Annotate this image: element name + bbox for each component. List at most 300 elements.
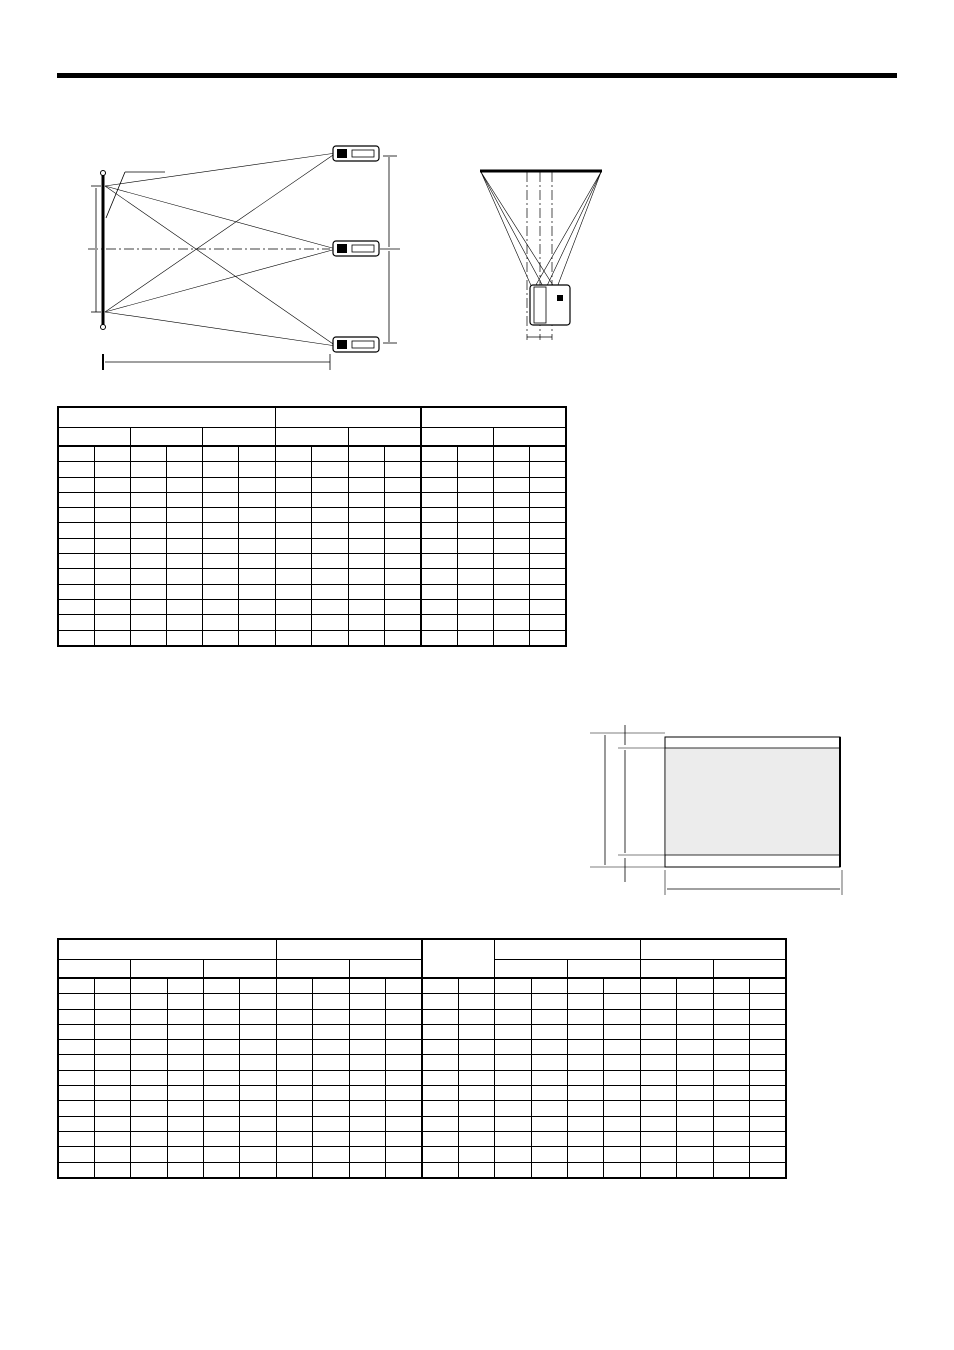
table-cell bbox=[276, 994, 312, 1009]
table-cell bbox=[94, 994, 130, 1009]
table-cell bbox=[495, 994, 531, 1009]
table-cell bbox=[386, 1024, 422, 1039]
table-row bbox=[58, 1009, 786, 1024]
table-cell bbox=[276, 630, 312, 646]
table-cell bbox=[567, 1131, 603, 1146]
table-cell bbox=[276, 492, 312, 507]
table-cell bbox=[167, 1147, 203, 1162]
table-cell bbox=[384, 523, 421, 538]
table-cell bbox=[384, 477, 421, 492]
table-cell bbox=[58, 1131, 94, 1146]
table-cell bbox=[130, 523, 166, 538]
table-2 bbox=[57, 938, 787, 1179]
table-cell bbox=[203, 446, 239, 462]
table-cell bbox=[749, 1101, 785, 1116]
table-cell bbox=[58, 1162, 94, 1178]
table-cell bbox=[386, 1116, 422, 1131]
table-cell bbox=[677, 1147, 713, 1162]
table-cell bbox=[384, 615, 421, 630]
table-cell bbox=[94, 1101, 130, 1116]
table-cell bbox=[348, 446, 384, 462]
table-cell bbox=[58, 569, 94, 584]
table-cell bbox=[94, 978, 130, 994]
table-cell bbox=[166, 554, 202, 569]
table-row bbox=[58, 994, 786, 1009]
table-cell bbox=[567, 994, 603, 1009]
table-cell bbox=[240, 1055, 276, 1070]
table-row bbox=[58, 446, 566, 462]
table-cell bbox=[58, 978, 94, 994]
table-cell bbox=[203, 599, 239, 614]
table-cell bbox=[458, 1055, 494, 1070]
table-cell bbox=[240, 1070, 276, 1085]
table-cell bbox=[166, 446, 202, 462]
table-cell bbox=[276, 599, 312, 614]
table-cell bbox=[458, 477, 494, 492]
table-cell bbox=[239, 492, 276, 507]
table-cell bbox=[167, 1162, 203, 1178]
top-view-diagram bbox=[475, 165, 610, 345]
table-cell bbox=[494, 615, 530, 630]
table-1-body bbox=[58, 446, 566, 646]
table-cell bbox=[530, 615, 566, 630]
table-cell bbox=[458, 508, 494, 523]
sub-header bbox=[276, 428, 348, 447]
table-cell bbox=[94, 462, 130, 477]
table-cell bbox=[349, 1086, 385, 1101]
table-cell bbox=[349, 1101, 385, 1116]
table-cell bbox=[458, 554, 494, 569]
table-cell bbox=[421, 523, 457, 538]
table-cell bbox=[276, 615, 312, 630]
group-header bbox=[640, 939, 786, 960]
table-cell bbox=[530, 508, 566, 523]
table-cell bbox=[640, 1024, 676, 1039]
group-header bbox=[58, 407, 276, 428]
table-cell bbox=[458, 538, 494, 553]
table-cell bbox=[495, 1040, 531, 1055]
table-cell bbox=[531, 978, 567, 994]
table-cell bbox=[349, 1131, 385, 1146]
table-cell bbox=[530, 462, 566, 477]
table-cell bbox=[422, 1116, 458, 1131]
table-cell bbox=[240, 1131, 276, 1146]
table-cell bbox=[239, 554, 276, 569]
sub-header bbox=[203, 428, 276, 447]
table-cell bbox=[312, 523, 348, 538]
table-cell bbox=[349, 1070, 385, 1085]
table-cell bbox=[313, 1162, 349, 1178]
table-cell bbox=[313, 994, 349, 1009]
table-cell bbox=[384, 569, 421, 584]
table-cell bbox=[276, 1101, 312, 1116]
table-cell bbox=[313, 1040, 349, 1055]
table-cell bbox=[421, 538, 457, 553]
table-cell bbox=[130, 477, 166, 492]
table-cell bbox=[276, 584, 312, 599]
table-cell bbox=[239, 446, 276, 462]
table-cell bbox=[167, 1101, 203, 1116]
table-cell bbox=[640, 1070, 676, 1085]
table-cell bbox=[94, 1040, 130, 1055]
table-cell bbox=[348, 599, 384, 614]
table-cell bbox=[713, 1040, 749, 1055]
group-header bbox=[58, 939, 276, 960]
table-cell bbox=[384, 446, 421, 462]
table-cell bbox=[239, 630, 276, 646]
table-cell bbox=[94, 1086, 130, 1101]
table-cell bbox=[276, 1147, 312, 1162]
table-cell bbox=[567, 978, 603, 994]
table-cell bbox=[58, 1101, 94, 1116]
table-cell bbox=[276, 1070, 312, 1085]
table-cell bbox=[166, 615, 202, 630]
table-cell bbox=[494, 492, 530, 507]
table-cell bbox=[677, 978, 713, 994]
sub-header bbox=[494, 428, 566, 447]
table-cell bbox=[422, 1040, 458, 1055]
table-cell bbox=[531, 1131, 567, 1146]
table-cell bbox=[276, 1131, 312, 1146]
sub-header bbox=[567, 960, 640, 979]
table-cell bbox=[494, 462, 530, 477]
table-cell bbox=[531, 1070, 567, 1085]
table-row bbox=[58, 1024, 786, 1039]
group-header bbox=[422, 939, 495, 978]
table-cell bbox=[94, 599, 130, 614]
table-cell bbox=[421, 599, 457, 614]
table-cell bbox=[58, 1009, 94, 1024]
table-cell bbox=[677, 994, 713, 1009]
table-cell bbox=[531, 1162, 567, 1178]
table-cell bbox=[604, 978, 640, 994]
table-cell bbox=[640, 994, 676, 1009]
table-cell bbox=[130, 538, 166, 553]
table-cell bbox=[458, 994, 494, 1009]
table-cell bbox=[495, 1131, 531, 1146]
table-cell bbox=[239, 523, 276, 538]
table-cell bbox=[458, 615, 494, 630]
table-cell bbox=[713, 994, 749, 1009]
table-cell bbox=[240, 1009, 276, 1024]
table-cell bbox=[276, 569, 312, 584]
table-cell bbox=[384, 508, 421, 523]
table-cell bbox=[530, 630, 566, 646]
table-cell bbox=[58, 538, 94, 553]
table-cell bbox=[204, 1024, 240, 1039]
table-row bbox=[58, 584, 566, 599]
table-cell bbox=[749, 978, 785, 994]
sub-header bbox=[421, 428, 493, 447]
table-cell bbox=[276, 1116, 312, 1131]
table-cell bbox=[567, 1162, 603, 1178]
table-cell bbox=[348, 569, 384, 584]
table-cell bbox=[713, 1101, 749, 1116]
table-cell bbox=[166, 599, 202, 614]
table-cell bbox=[348, 523, 384, 538]
table-cell bbox=[349, 1116, 385, 1131]
table-cell bbox=[495, 1162, 531, 1178]
table-cell bbox=[494, 569, 530, 584]
table-cell bbox=[167, 1086, 203, 1101]
table-cell bbox=[94, 492, 130, 507]
table-cell bbox=[677, 1055, 713, 1070]
table-cell bbox=[384, 554, 421, 569]
table-cell bbox=[94, 523, 130, 538]
table-cell bbox=[130, 554, 166, 569]
table-cell bbox=[313, 1024, 349, 1039]
table-cell bbox=[94, 477, 130, 492]
table-cell bbox=[567, 1116, 603, 1131]
table-cell bbox=[167, 994, 203, 1009]
table-cell bbox=[386, 978, 422, 994]
table-cell bbox=[131, 1086, 167, 1101]
table-cell bbox=[204, 1040, 240, 1055]
table-cell bbox=[239, 477, 276, 492]
sub-header bbox=[58, 960, 131, 979]
table-cell bbox=[130, 584, 166, 599]
table-cell bbox=[458, 1162, 494, 1178]
table-cell bbox=[749, 1009, 785, 1024]
table-cell bbox=[313, 1101, 349, 1116]
table-cell bbox=[495, 1009, 531, 1024]
table-cell bbox=[640, 978, 676, 994]
table-cell bbox=[348, 508, 384, 523]
table-cell bbox=[58, 523, 94, 538]
table-cell bbox=[240, 1147, 276, 1162]
table-cell bbox=[276, 477, 312, 492]
table-cell bbox=[384, 599, 421, 614]
table-cell bbox=[530, 599, 566, 614]
table-cell bbox=[312, 599, 348, 614]
table-row bbox=[58, 1116, 786, 1131]
table-cell bbox=[567, 1147, 603, 1162]
table-cell bbox=[384, 462, 421, 477]
table-cell bbox=[131, 1040, 167, 1055]
table-cell bbox=[130, 508, 166, 523]
table-cell bbox=[640, 1131, 676, 1146]
table-cell bbox=[204, 1162, 240, 1178]
table-cell bbox=[494, 554, 530, 569]
table-cell bbox=[604, 1009, 640, 1024]
table-cell bbox=[421, 554, 457, 569]
table-cell bbox=[421, 446, 457, 462]
table-cell bbox=[567, 1009, 603, 1024]
table-cell bbox=[495, 1086, 531, 1101]
table-cell bbox=[167, 1070, 203, 1085]
table-cell bbox=[203, 554, 239, 569]
table-header-row bbox=[58, 939, 786, 960]
table-cell bbox=[349, 1162, 385, 1178]
table-cell bbox=[531, 1009, 567, 1024]
table-cell bbox=[239, 508, 276, 523]
table-cell bbox=[494, 508, 530, 523]
table-cell bbox=[384, 492, 421, 507]
group-header bbox=[495, 939, 641, 960]
table-cell bbox=[386, 1101, 422, 1116]
table-cell bbox=[749, 1040, 785, 1055]
table-row bbox=[58, 1086, 786, 1101]
table-row bbox=[58, 554, 566, 569]
table-cell bbox=[313, 1070, 349, 1085]
table-cell bbox=[422, 1009, 458, 1024]
screen-area-diagram bbox=[585, 722, 845, 900]
table-cell bbox=[203, 569, 239, 584]
table-cell bbox=[494, 599, 530, 614]
table-cell bbox=[384, 630, 421, 646]
table-cell bbox=[240, 978, 276, 994]
table-cell bbox=[240, 1162, 276, 1178]
table-cell bbox=[422, 1131, 458, 1146]
table-cell bbox=[203, 477, 239, 492]
table-cell bbox=[131, 1116, 167, 1131]
table-cell bbox=[421, 492, 457, 507]
table-cell bbox=[458, 446, 494, 462]
table-cell bbox=[604, 1147, 640, 1162]
table-cell bbox=[312, 446, 348, 462]
sub-header bbox=[640, 960, 713, 979]
table-cell bbox=[276, 1009, 312, 1024]
table-cell bbox=[604, 1040, 640, 1055]
table-cell bbox=[204, 994, 240, 1009]
table-cell bbox=[130, 446, 166, 462]
table-cell bbox=[58, 615, 94, 630]
table-cell bbox=[749, 1116, 785, 1131]
table-cell bbox=[58, 508, 94, 523]
table-cell bbox=[58, 492, 94, 507]
table-cell bbox=[166, 462, 202, 477]
table-cell bbox=[130, 462, 166, 477]
table-cell bbox=[94, 615, 130, 630]
table-cell bbox=[239, 599, 276, 614]
table-cell bbox=[677, 1162, 713, 1178]
table-cell bbox=[204, 1070, 240, 1085]
table-cell bbox=[204, 1009, 240, 1024]
table-cell bbox=[422, 1086, 458, 1101]
table-cell bbox=[313, 1131, 349, 1146]
table-cell bbox=[167, 978, 203, 994]
table-cell bbox=[313, 1116, 349, 1131]
table-cell bbox=[640, 1101, 676, 1116]
table-cell bbox=[276, 1086, 312, 1101]
table-cell bbox=[421, 569, 457, 584]
table-cell bbox=[276, 1040, 312, 1055]
table-cell bbox=[458, 1024, 494, 1039]
table-cell bbox=[495, 1101, 531, 1116]
table-cell bbox=[494, 446, 530, 462]
table-cell bbox=[749, 1147, 785, 1162]
table-cell bbox=[422, 978, 458, 994]
table-cell bbox=[348, 554, 384, 569]
table-cell bbox=[312, 569, 348, 584]
table-row bbox=[58, 1055, 786, 1070]
table-cell bbox=[94, 1009, 130, 1024]
table-cell bbox=[495, 1147, 531, 1162]
table-cell bbox=[94, 1024, 130, 1039]
table-row bbox=[58, 1040, 786, 1055]
table-2-body bbox=[58, 978, 786, 1178]
table-row bbox=[58, 477, 566, 492]
group-header bbox=[276, 939, 422, 960]
table-cell bbox=[166, 538, 202, 553]
table-cell bbox=[530, 584, 566, 599]
table-cell bbox=[713, 1086, 749, 1101]
table-cell bbox=[458, 584, 494, 599]
table-cell bbox=[240, 1101, 276, 1116]
table-cell bbox=[458, 569, 494, 584]
table-cell bbox=[94, 1147, 130, 1162]
table-cell bbox=[204, 1131, 240, 1146]
table-cell bbox=[530, 554, 566, 569]
table-cell bbox=[422, 1055, 458, 1070]
table-cell bbox=[312, 462, 348, 477]
table-cell bbox=[640, 1009, 676, 1024]
table-cell bbox=[130, 615, 166, 630]
table-row bbox=[58, 599, 566, 614]
table-cell bbox=[94, 508, 130, 523]
sub-header bbox=[713, 960, 786, 979]
table-cell bbox=[458, 1131, 494, 1146]
sub-header bbox=[204, 960, 277, 979]
table-cell bbox=[94, 1116, 130, 1131]
table-row bbox=[58, 1162, 786, 1178]
table-cell bbox=[567, 1055, 603, 1070]
table-cell bbox=[58, 1086, 94, 1101]
table-cell bbox=[204, 1116, 240, 1131]
table-row bbox=[58, 1131, 786, 1146]
table-cell bbox=[313, 1055, 349, 1070]
sub-header bbox=[131, 960, 204, 979]
table-cell bbox=[604, 1055, 640, 1070]
table-cell bbox=[530, 523, 566, 538]
table-cell bbox=[677, 1116, 713, 1131]
table-cell bbox=[495, 1055, 531, 1070]
table-row bbox=[58, 1070, 786, 1085]
table-cell bbox=[166, 492, 202, 507]
table-cell bbox=[495, 1024, 531, 1039]
sub-header bbox=[130, 428, 202, 447]
table-cell bbox=[494, 477, 530, 492]
table-cell bbox=[531, 1147, 567, 1162]
table-cell bbox=[458, 599, 494, 614]
table-cell bbox=[604, 1024, 640, 1039]
table-cell bbox=[640, 1162, 676, 1178]
table-cell bbox=[567, 1086, 603, 1101]
table-row bbox=[58, 1147, 786, 1162]
table-cell bbox=[494, 523, 530, 538]
header-rule bbox=[57, 73, 897, 78]
table-cell bbox=[713, 1024, 749, 1039]
table-cell bbox=[677, 1101, 713, 1116]
table-cell bbox=[166, 584, 202, 599]
table-cell bbox=[421, 615, 457, 630]
table-cell bbox=[203, 615, 239, 630]
table-cell bbox=[604, 994, 640, 1009]
table-cell bbox=[276, 462, 312, 477]
table-cell bbox=[421, 477, 457, 492]
sub-header bbox=[349, 960, 422, 979]
table-row bbox=[58, 1101, 786, 1116]
group-header bbox=[421, 407, 566, 428]
table-cell bbox=[604, 1101, 640, 1116]
table-cell bbox=[494, 538, 530, 553]
table-cell bbox=[94, 569, 130, 584]
table-cell bbox=[312, 630, 348, 646]
table-cell bbox=[713, 1162, 749, 1178]
table-cell bbox=[531, 1086, 567, 1101]
table-cell bbox=[167, 1024, 203, 1039]
table-row bbox=[58, 523, 566, 538]
